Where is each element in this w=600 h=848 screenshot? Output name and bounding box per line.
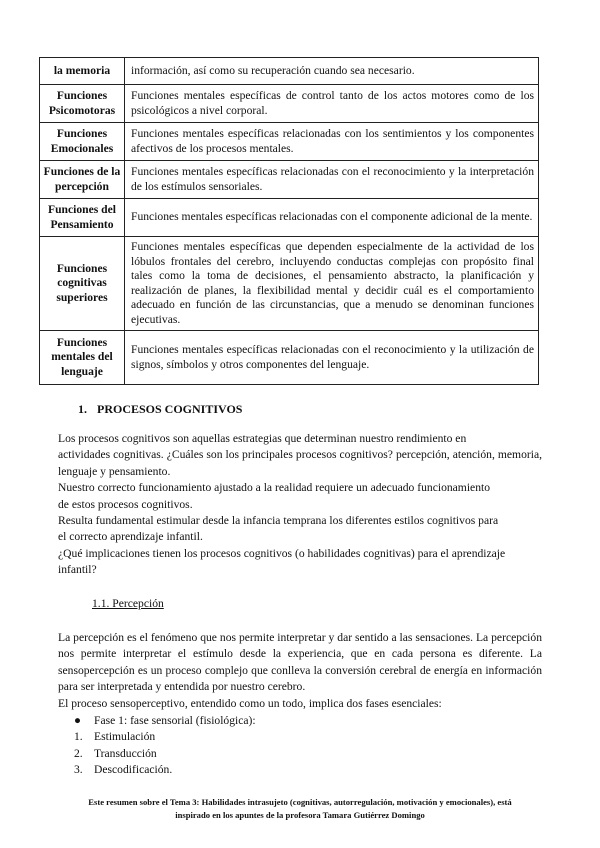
table-row xyxy=(40,331,539,385)
table-row xyxy=(40,58,539,85)
paragraph: el correcto aprendizaje infantil. xyxy=(58,530,203,544)
paragraph: de estos procesos cognitivos. xyxy=(58,497,193,511)
table-row xyxy=(40,237,539,331)
table-row xyxy=(40,85,539,123)
paragraph: actividades cognitivas. ¿Cuáles son los principales procesos cognitivos? percepción, atención, memoria, lenguaje y pensamiento. xyxy=(58,448,542,478)
paragraph: Resulta fundamental estimular desde la infancia temprana los diferentes estilos cognitivos para xyxy=(58,514,499,528)
row-heading: Funciones de la percepción xyxy=(40,161,125,199)
row-heading: Funciones mentales del lenguaje xyxy=(40,331,125,385)
paragraph: El proceso sensoperceptivo, entendido como un todo, implica dos fases esenciales: xyxy=(58,696,442,710)
paragraph: Los procesos cognitivos son aquellas estrategias que determinan nuestro rendimiento en xyxy=(58,432,467,445)
paragraph: ¿Qué implicaciones tienen los procesos cognitivos (o habilidades cognitivas) para el aprendizaje infantil? xyxy=(58,546,506,577)
table-row xyxy=(40,123,539,161)
list-item: 3. Descodificación. xyxy=(74,763,173,777)
subsection-title: 1.1. Percepción xyxy=(92,597,164,610)
page-footer: Este resumen sobre el Tema 3: Habilidades intrasujeto (cognitivas, autorregulación, motivación y emocionales), está inspirado en los apuntes de la profesora Tamara Gutiérrez Domingo xyxy=(88,797,512,820)
row-description: información, así como su recuperación cuando sea necesario. xyxy=(125,58,539,85)
perception-text xyxy=(58,630,542,712)
bullet-icon: ● xyxy=(74,714,82,727)
row-heading: Funciones Emocionales xyxy=(40,123,125,161)
row-description: Funciones mentales específicas relacionadas con el componente adicional de la mente. xyxy=(125,199,539,237)
row-description: Funciones mentales específicas relacionadas con el reconocimiento y la interpretación de los estímulos sensoriales. xyxy=(125,161,539,199)
list-item: ● Fase 1: fase sensorial (fisiológica): xyxy=(74,713,256,729)
intro-text xyxy=(58,431,542,579)
paragraph: Nuestro correcto funcionamiento ajustado a la realidad requiere un adecuado funcionamiento xyxy=(58,481,491,495)
section-heading xyxy=(78,402,242,417)
row-heading: Funciones del Pensamiento xyxy=(40,199,125,237)
paragraph: La percepción es el fenómeno que nos permite interpretar y dar sentido a las sensaciones. La percepción nos permite interpretar el estímulo desde la experiencia, que en cada persona es diferente. La sensopercepción es un proceso complejo que conlleva la conversión cerebral de energía en información para ser interpretada y entendida por nuestro cerebro. xyxy=(58,631,542,694)
list-item: 1. Estimulación xyxy=(74,730,156,744)
row-heading: Funciones Psicomotoras xyxy=(40,85,125,123)
row-description: Funciones mentales específicas relacionadas con los sentimientos y los componentes afectivos de los procesos mentales. xyxy=(125,123,539,161)
table-row xyxy=(40,199,539,237)
row-description: Funciones mentales específicas que dependen especialmente de la actividad de los lóbulos frontales del cerebro, incluyendo conductas complejas con propósito final tales como la toma de decisiones, el pensamiento abstracto, la planificación y realización de planes, la flexibilidad mental y decidir cuál es el comportamiento adecuado en función de las circunstancias, que a menudo se denominan funciones ejecutivas. xyxy=(125,237,539,331)
functions-table xyxy=(39,57,539,385)
section-title: PROCESOS COGNITIVOS xyxy=(97,402,243,416)
row-heading: Funciones cognitivas superiores xyxy=(40,237,125,331)
row-description: Funciones mentales específicas de control tanto de los actos motores como de los psicológicos a nivel corporal. xyxy=(125,85,539,123)
row-description: Funciones mentales específicas relacionadas con el reconocimiento y la utilización de signos, símbolos y otros componentes del lenguaje. xyxy=(125,331,539,385)
list-item: 2. Transducción xyxy=(74,746,157,760)
phase-list xyxy=(74,713,256,779)
section-number: 1. xyxy=(78,402,87,416)
table-row xyxy=(40,161,539,199)
row-heading: la memoria xyxy=(40,58,125,85)
